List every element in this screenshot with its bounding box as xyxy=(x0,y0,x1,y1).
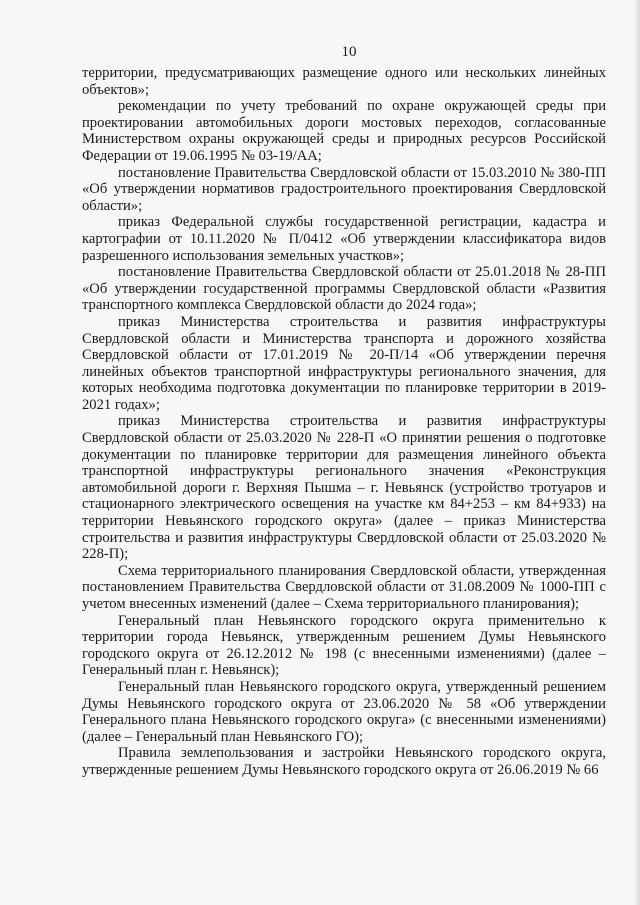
paragraph-general-plan-nevyansk-city: Генеральный план Невьянского городского округа применительно к территории города Невьянск, утвержденным решением Думы Невьянского городского округа от 26.12.2012 № 198 (с внесенными изменениями) (далее – Генеральный план г. Невьянск); xyxy=(82,612,606,679)
page-edge-shadow xyxy=(634,0,640,905)
paragraph-environment-recommendations: рекомендации по учету требований по охране окружающей среды при проектировании автомобильных дороги мостовых переходов, согласованные Министерством охраны окружающей среды и природных ресурсов Российской Федерации от 19.06.1995 № 03-19/АА; xyxy=(82,98,606,164)
paragraph-resolution-28pp: постановление Правительства Свердловской области от 25.01.2018 № 28-ПП «Об утверждении государственной программы Свердловской области «Развития транспортного комплекса Свердловской области до 2024 года»; xyxy=(82,264,606,314)
page-number: 10 xyxy=(341,44,357,60)
paragraph-continuation: территории, предусматривающих размещение одного или нескольких линейных объектов»; xyxy=(82,65,606,98)
paragraph-order-228p: приказ Министерства строительства и развития инфраструктуры Свердловской области от 25.03.2020 № 228-П «О принятии решения о подготовке документации по планировке территории для размещения линейного объекта транспортной инфраструктуры регионального значения «Реконструкция автомобильной дороги г. Верхняя Пышма – г. Невьянск (устройство тротуаров и стационарного электрического освещения на участке км 84+253 – км 84+933) на территории Невьянского городского округа» (далее – приказ Министерства строительства и развития инфраструктуры Свердловской области от 25.03.2020 № 228-П); xyxy=(82,413,606,563)
paragraph-order-rosreestr: приказ Федеральной службы государственной регистрации, кадастра и картографии от 10.11.2020 № П/0412 «Об утверждении классификатора видов разрешенного использования земельных участков»; xyxy=(82,214,606,264)
paragraph-order-20p14: приказ Министерства строительства и развития инфраструктуры Свердловской области и Министерства транспорта и дорожного хозяйства Свердловской области от 17.01.2019 № 20-П/14 «Об утверждении перечня линейных объектов транспортной инфраструктуры регионального значения, для которых необходима подготовка документации по планировке территории в 2019-2021 годах»; xyxy=(82,313,606,413)
paragraph-resolution-380pp: постановление Правительства Свердловской области от 15.03.2010 № 380-ПП «Об утверждении нормативов градостроительного проектирования Свердловской области»; xyxy=(82,164,606,214)
paragraph-general-plan-nevyansk-go: Генеральный план Невьянского городского округа, утвержденный решением Думы Невьянского городского округа от 23.06.2020 № 58 «Об утверждении Генерального плана Невьянского городского округа» (с внесенными изменениями) (далее – Генеральный план Невьянского ГО); xyxy=(82,678,606,745)
paragraph-land-use-rules: Правила землепользования и застройки Невьянского городского округа, утвержденные решением Думы Невьянского городского округа от 26.06.2019 № 66 xyxy=(82,745,606,778)
paragraph-territorial-scheme: Схема территориального планирования Свердловской области, утвержденная постановлением Правительства Свердловской области от 31.08.2009 № 1000-ПП с учетом внесенных изменений (далее – Схема территориального планирования); xyxy=(82,562,606,612)
